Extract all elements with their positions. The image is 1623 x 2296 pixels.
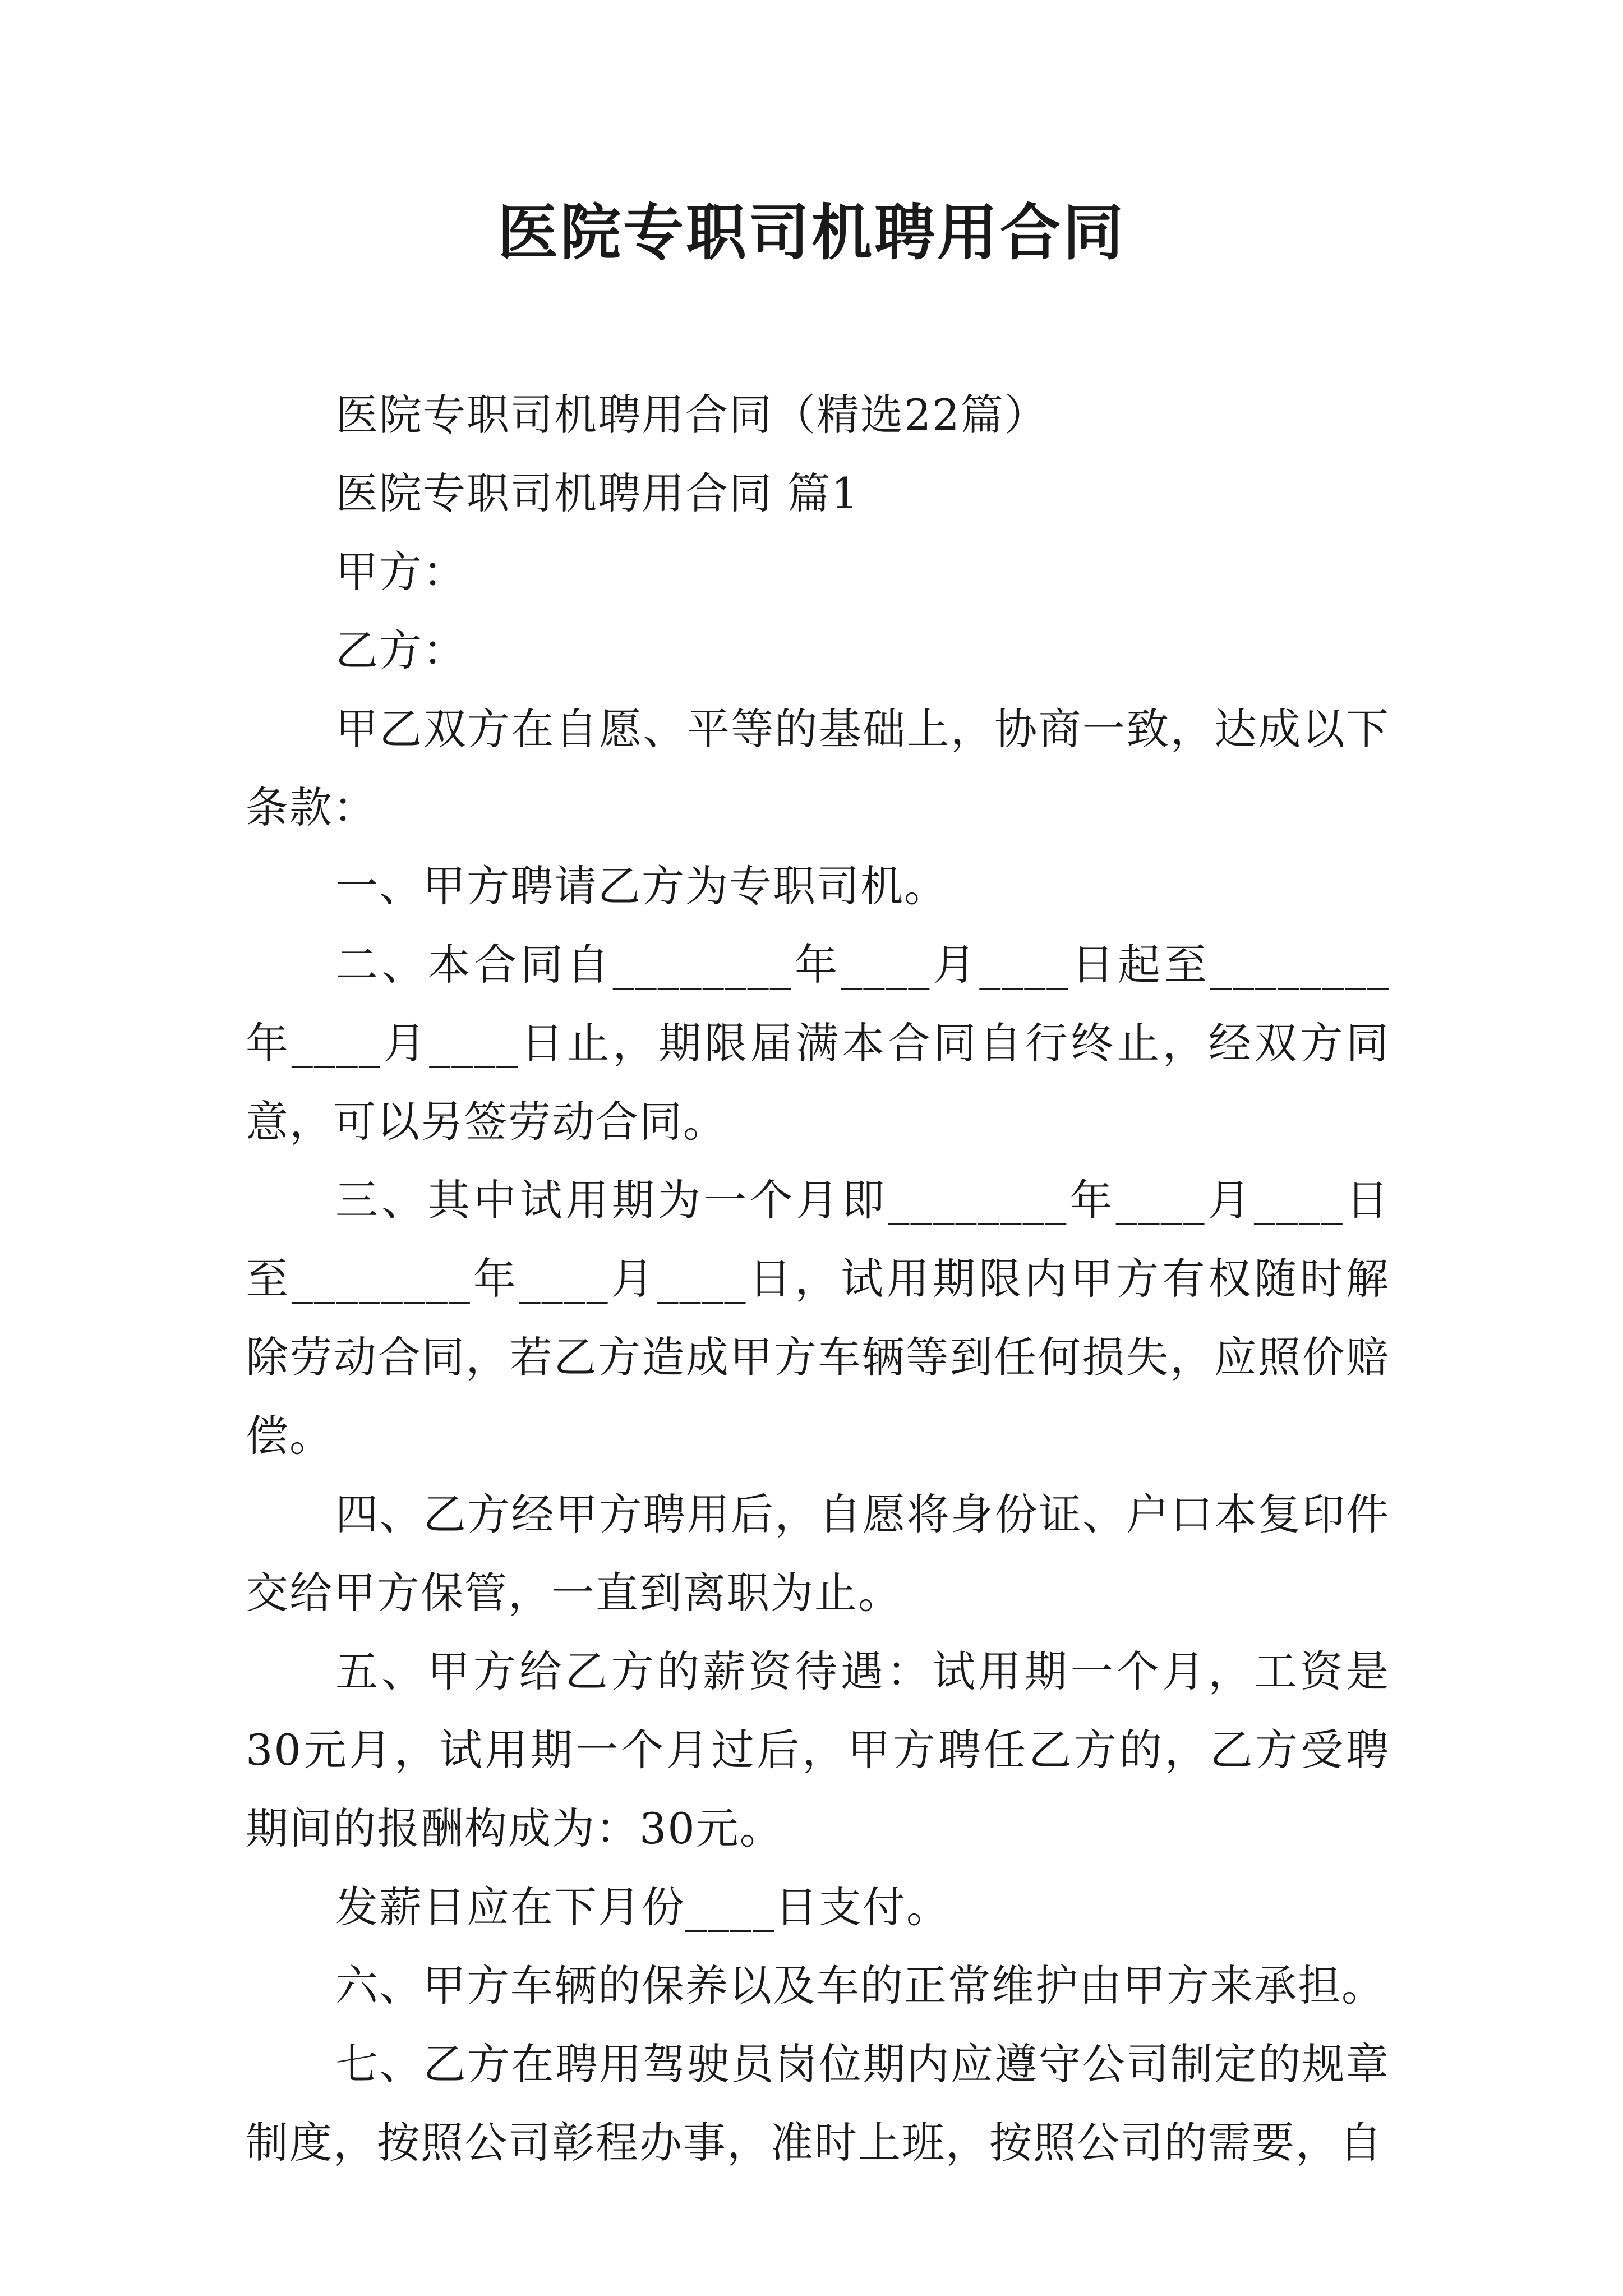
clause-3: 三、其中试用期为一个月即________年____月____日至________年____月____日，试用期限内甲方有权随时解除劳动合同，若乙方造成甲方车辆等到任何损失，应照价赔偿。 [246,1175,1390,1461]
document-title: 医院专职司机聘用合同 [497,197,1126,268]
clause-2: 二、本合同自________年____月____日起至________年____月____日止，期限届满本合同自行终止，经双方同意，可以另签劳动合同。 [246,940,1390,1147]
paragraph-party-a: 甲方： [335,547,467,597]
paragraph-preamble: 甲乙双方在自愿、平等的基础上，协商一致，达成以下条款： [246,704,1390,832]
clause-5: 五、甲方给乙方的薪资待遇：试用期一个月，工资是30元月，试用期一个月过后，甲方聘任乙方的，乙方受聘期间的报酬构成为：30元。 [246,1646,1390,1853]
document-body [246,376,1390,2182]
clause-6: 六、甲方车辆的保养以及车的正常维护由甲方来承担。 [335,1961,1385,2010]
paragraph-subtitle: 医院专职司机聘用合同（精选22篇） [335,390,1048,440]
paragraph-section-heading: 医院专职司机聘用合同 篇1 [335,468,860,518]
paragraph-party-b: 乙方： [335,625,467,675]
clause-5-payday: 发薪日应在下月份____日支付。 [335,1882,950,1932]
clause-7: 七、乙方在聘用驾驶员岗位期内应遵守公司制定的规章制度，按照公司彰程办事，准时上班，按照公司的需要，自 [246,2039,1390,2168]
clause-1: 一、甲方聘请乙方为专职司机。 [335,861,948,911]
clause-4: 四、乙方经甲方聘用后，自愿将身份证、户口本复印件交给甲方保管，一直到离职为止。 [246,1489,1390,1618]
